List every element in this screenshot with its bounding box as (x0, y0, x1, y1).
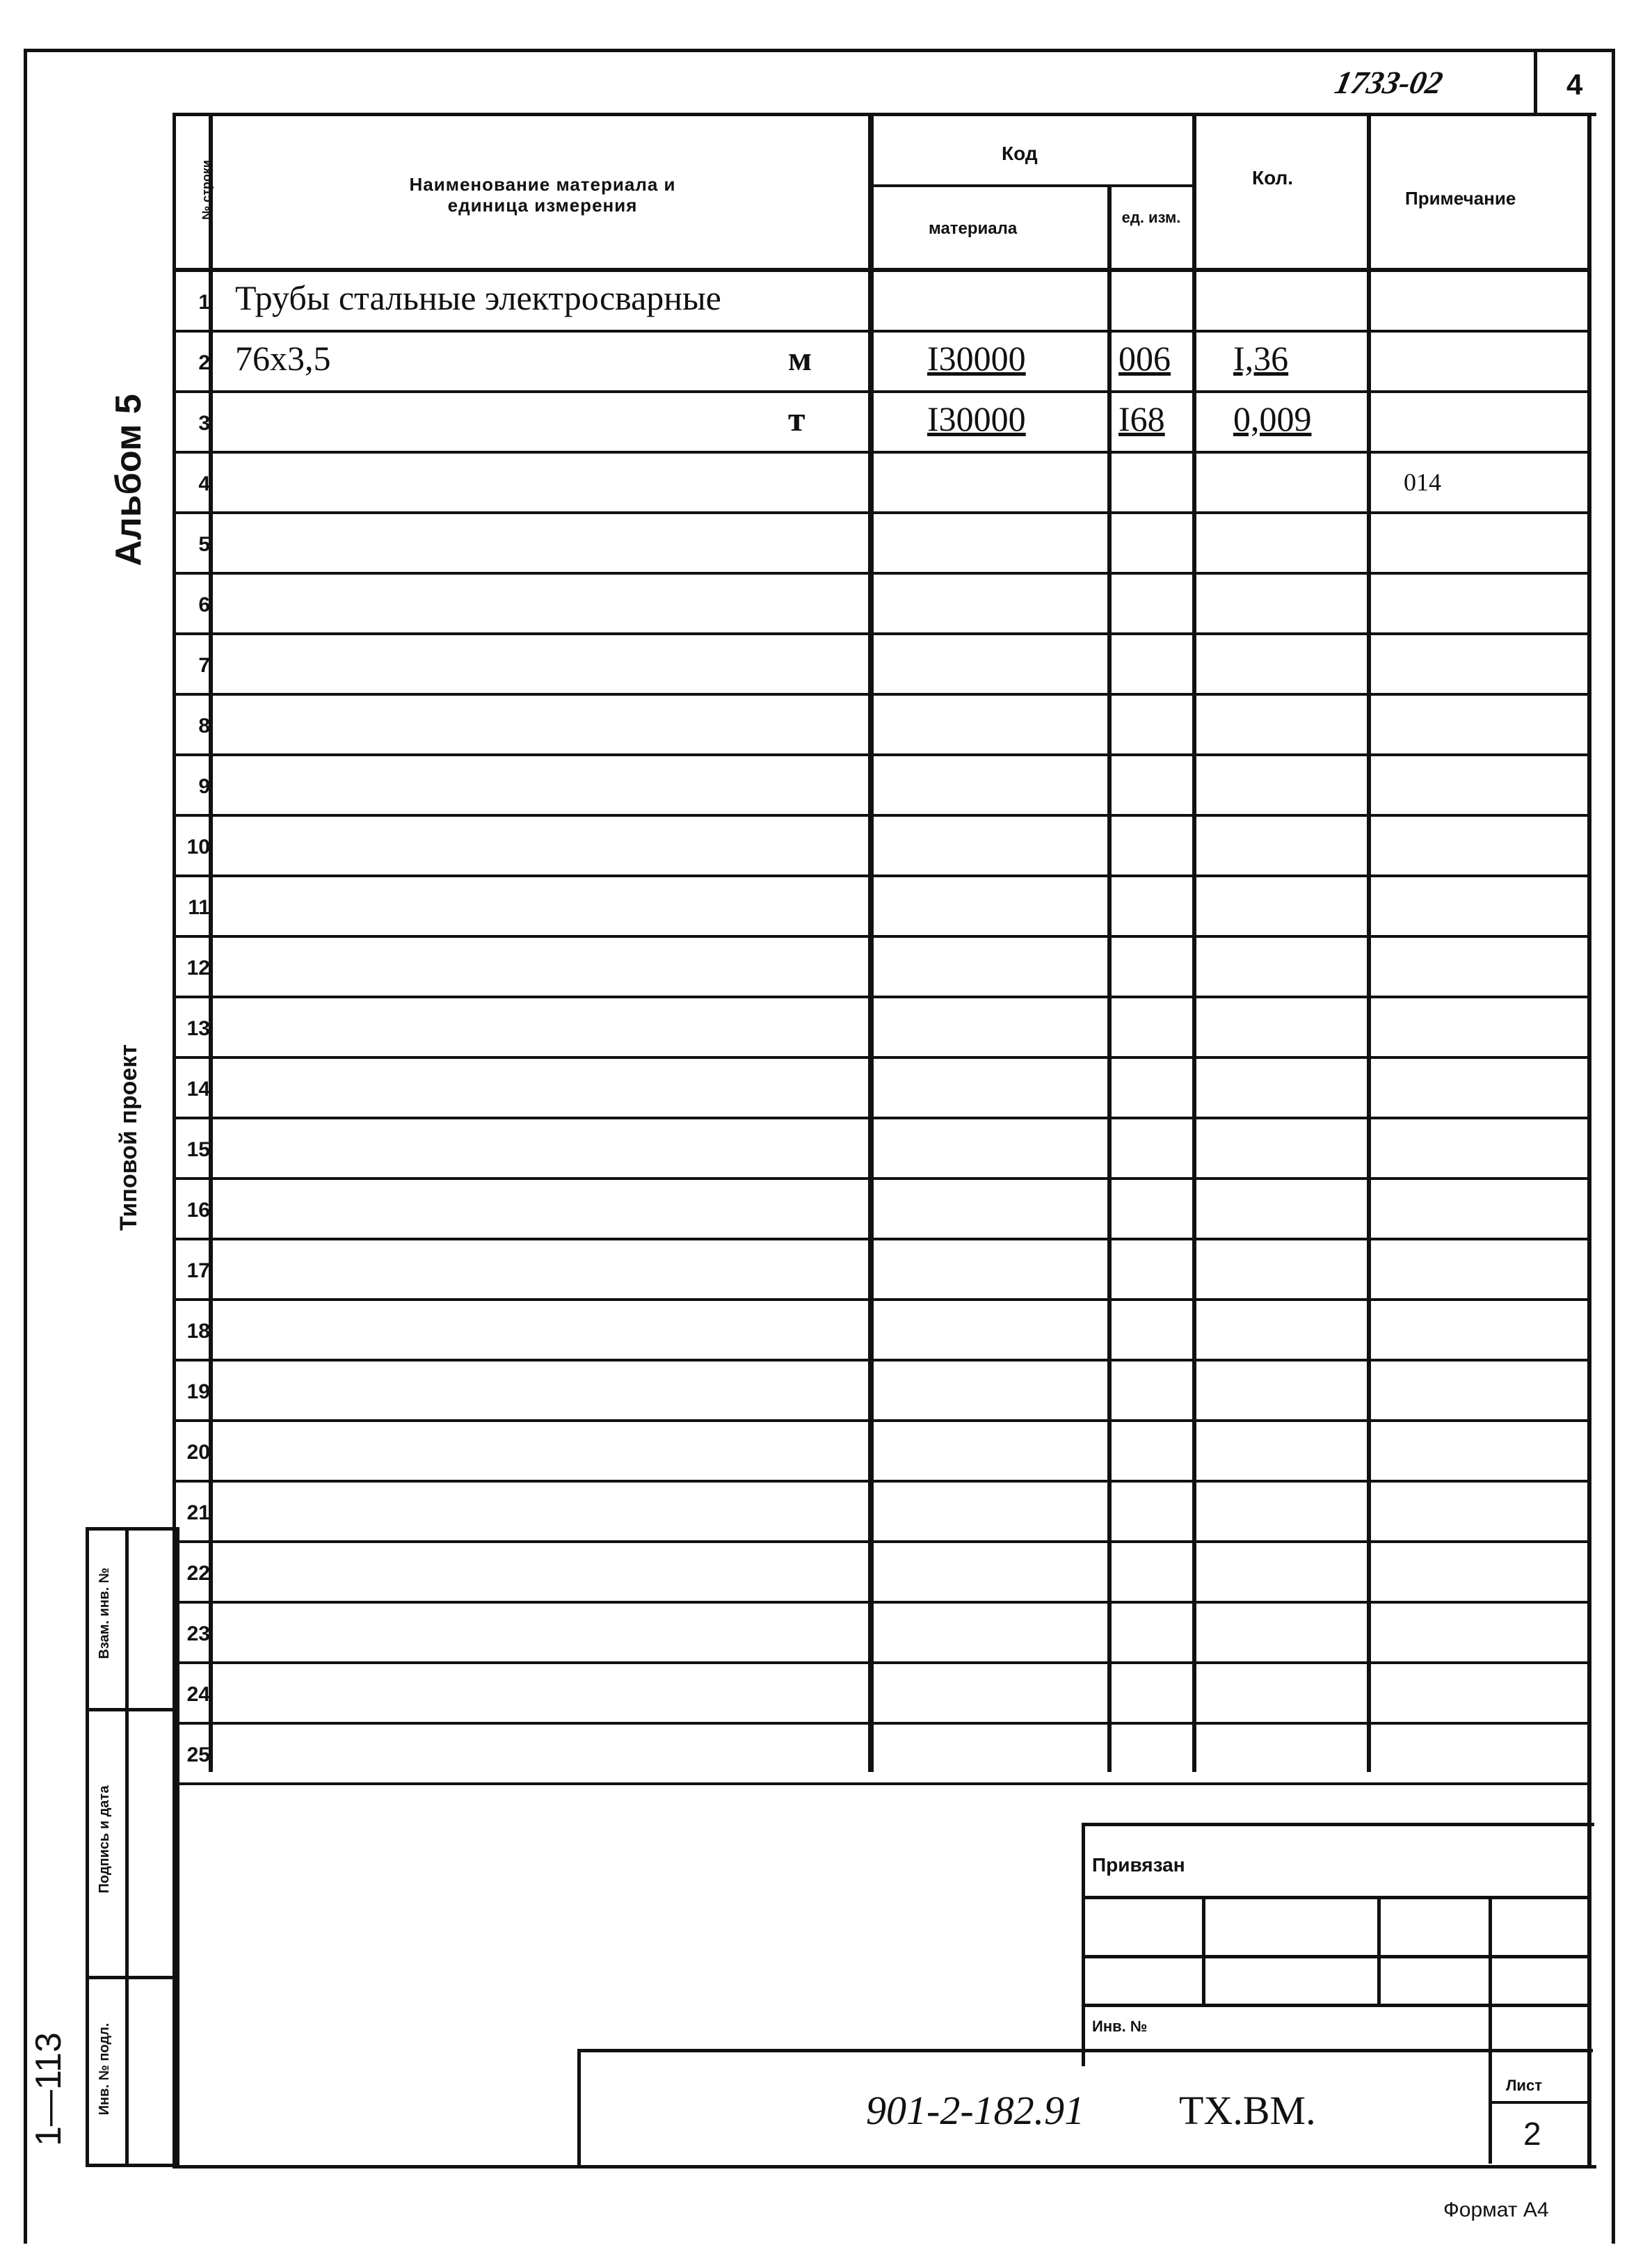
row-number: 13 (186, 1017, 210, 1040)
privyazan-line-1 (1082, 1896, 1589, 1899)
row-number: 10 (186, 836, 210, 859)
table-row (173, 1725, 1579, 1785)
designation: 901-2-182.91 (866, 2088, 1085, 2133)
table-row (173, 393, 1579, 454)
row-number: 7 (198, 654, 210, 677)
table-row (173, 938, 1579, 998)
privyazan-col-2 (1377, 1896, 1381, 2004)
row-line (173, 1782, 1589, 1785)
table-row (173, 1664, 1579, 1725)
side-stamp-divider (125, 1527, 129, 2164)
stamp-podpis-data: Подпись и дата (97, 1785, 112, 1894)
table-row (173, 333, 1579, 393)
side-stamp-line-1 (86, 1708, 176, 1711)
table-row (173, 998, 1579, 1059)
album-label: Альбом 5 (109, 394, 149, 566)
row-number: 9 (198, 775, 210, 798)
col-header-code-unit: ед. изм. (1121, 209, 1181, 226)
row-number: 2 (198, 351, 210, 374)
table-row (173, 575, 1579, 635)
row-number: 25 (186, 1743, 210, 1766)
header-doc-code: 1733-02 (1331, 65, 1446, 100)
row-unit: м (788, 339, 812, 378)
header-page-number: 4 (1566, 68, 1583, 101)
title-block (577, 2049, 1593, 2167)
row-number: 16 (186, 1199, 210, 1222)
series-label: 1—113 (29, 2032, 69, 2146)
row-number: 1 (198, 291, 210, 314)
row-number: 15 (186, 1138, 210, 1161)
stamp-inv-podl: Инв. № подл. (97, 2022, 112, 2116)
inv-no-label: Инв. № (1092, 2018, 1148, 2035)
row-unit-code: I68 (1118, 399, 1165, 438)
col-header-code-material: материала (929, 219, 1018, 238)
col-header-name: Наименование материала и единица измерения (409, 174, 676, 216)
privyazan-label: Привязан (1092, 1854, 1185, 1876)
row-quantity: I,36 (1233, 339, 1289, 378)
row-number: 17 (186, 1259, 210, 1282)
col-header-code: Код (1002, 143, 1038, 164)
row-number: 3 (198, 412, 210, 435)
row-number: 18 (186, 1320, 210, 1343)
table-row (173, 817, 1579, 877)
row-unit-code: 006 (1118, 339, 1171, 378)
privyazan-line-3 (1082, 2004, 1589, 2007)
table-row (173, 1180, 1579, 1240)
table-row (173, 1604, 1579, 1664)
table-row (173, 1422, 1579, 1483)
side-stamp-line-2 (86, 1976, 176, 1979)
sheet-label: Лист (1506, 2077, 1542, 2094)
sheet-box-divider (1489, 2101, 1589, 2104)
row-note: 014 (1404, 468, 1441, 496)
row-number: 11 (188, 896, 210, 919)
privyazan-col-3 (1489, 1896, 1492, 2063)
row-number: 19 (186, 1380, 210, 1403)
col-header-rowno: № строки (200, 160, 214, 220)
row-number: 12 (186, 957, 210, 980)
table-row (173, 1483, 1579, 1543)
row-number: 14 (186, 1078, 210, 1101)
privyazan-line-2 (1082, 1955, 1589, 1958)
table-row (173, 1119, 1579, 1180)
col-header-note: Примечание (1405, 188, 1516, 209)
stamp-vzam-inv: Взам. инв. № (97, 1567, 112, 1659)
row-number: 5 (198, 533, 210, 556)
row-number: 6 (198, 593, 210, 616)
col-header-qty: Кол. (1252, 167, 1294, 189)
row-number: 20 (186, 1441, 210, 1464)
code-subheader-line (871, 184, 1194, 187)
table-row (173, 756, 1579, 817)
row-number: 21 (186, 1501, 210, 1524)
table-row (173, 1361, 1579, 1422)
row-material-name: Трубы стальные электросварные (235, 278, 721, 317)
table-row (173, 454, 1579, 514)
row-number: 8 (198, 714, 210, 737)
table-row (173, 514, 1579, 575)
row-number: 23 (186, 1622, 210, 1645)
format-label: Формат А4 (1443, 2198, 1549, 2221)
row-unit: т (788, 399, 805, 438)
table-row (173, 1301, 1579, 1361)
table-row (173, 1240, 1579, 1301)
row-number: 22 (186, 1562, 210, 1585)
row-material-code: I30000 (927, 339, 1026, 378)
table-row (173, 877, 1579, 938)
row-number: 4 (198, 472, 210, 495)
row-number: 24 (186, 1683, 210, 1706)
table-row (173, 696, 1579, 756)
sheet-number: 2 (1523, 2116, 1541, 2152)
table-row (173, 635, 1579, 696)
project-label: Типовой проект (115, 1044, 142, 1231)
row-material-code: I30000 (927, 399, 1026, 438)
row-quantity: 0,009 (1233, 399, 1312, 438)
privyazan-col-1 (1202, 1896, 1205, 2004)
table-row (173, 1059, 1579, 1119)
row-material-name: 76x3,5 (235, 339, 331, 378)
table-row (173, 1543, 1579, 1604)
table-row (173, 272, 1579, 333)
mark: ТХ.ВМ. (1179, 2088, 1316, 2133)
